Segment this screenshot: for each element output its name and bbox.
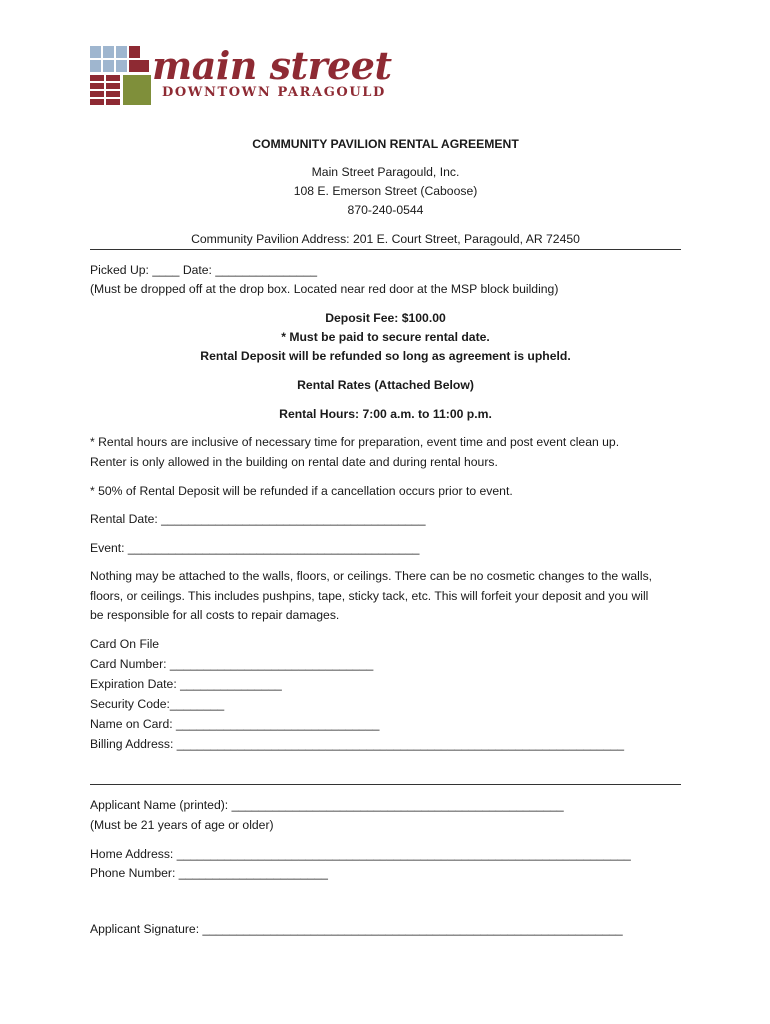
applicant-name-field[interactable]: Applicant Name (printed): _________________________________________________ <box>90 798 564 812</box>
pavilion-address: Community Pavilion Address: 201 E. Court Street, Paragould, AR 72450 <box>191 232 580 246</box>
logo-wordmark: main street <box>152 43 392 88</box>
org-name: Main Street Paragould, Inc. <box>311 165 460 179</box>
logo-square <box>129 46 140 58</box>
pickup-date-field[interactable]: Picked Up: ____ Date: _______________ <box>90 263 318 277</box>
age-requirement-note: (Must be 21 years of age or older) <box>90 818 274 832</box>
rental-hours: Rental Hours: 7:00 a.m. to 11:00 p.m. <box>279 407 492 421</box>
card-on-file-heading: Card On File <box>90 637 160 651</box>
security-code-field[interactable]: Security Code:________ <box>90 697 225 711</box>
applicant-signature-field[interactable]: Applicant Signature: ______________________________________________________________ <box>90 922 623 936</box>
rental-hours-terms-line: * Rental hours are inclusive of necessary time for preparation, event time and post event clean up. <box>90 435 620 449</box>
billing-address-field[interactable]: Billing Address: __________________________________________________________________ <box>90 737 625 751</box>
logo-brick <box>90 75 104 81</box>
logo-green-block <box>123 75 151 105</box>
cancellation-terms: * 50% of Rental Deposit will be refunded if a cancellation occurs prior to event. <box>90 484 513 498</box>
main-street-logo <box>90 44 410 108</box>
event-field[interactable]: Event: ___________________________________________ <box>90 541 420 555</box>
deposit-note-2: Rental Deposit will be refunded so long as agreement is upheld. <box>200 349 571 363</box>
dropoff-note: (Must be dropped off at the drop box. Located near red door at the MSP block building) <box>90 282 559 296</box>
attachment-rules <box>90 567 682 626</box>
name-on-card-field[interactable]: Name on Card: ______________________________ <box>90 717 380 731</box>
attachment-rules-line: floors, or ceilings. This includes pushpins, tape, sticky tack, etc. This will forfeit your deposit and you will <box>90 588 649 603</box>
rental-hours-terms-line: Renter is only allowed in the building on rental date and during rental hours. <box>90 454 498 469</box>
document-title: COMMUNITY PAVILION RENTAL AGREEMENT <box>252 137 519 151</box>
logo-square <box>103 60 114 72</box>
deposit-note-1: * Must be paid to secure rental date. <box>281 330 490 344</box>
logo-brick <box>90 83 104 89</box>
logo-square <box>90 46 101 58</box>
logo-square <box>116 46 127 58</box>
expiration-date-field[interactable]: Expiration Date: _______________ <box>90 677 282 691</box>
logo-brick <box>106 83 120 89</box>
logo-brick <box>106 99 120 105</box>
logo-brick <box>90 99 104 105</box>
rental-hours-terms <box>90 433 682 472</box>
org-phone: 870-240-0544 <box>347 203 424 217</box>
logo-brick <box>90 91 104 97</box>
home-address-field[interactable]: Home Address: ___________________________________________________________________ <box>90 847 631 861</box>
header-divider <box>90 249 681 250</box>
attachment-rules-line: be responsible for all costs to repair damages. <box>90 608 340 622</box>
attachment-rules-line: Nothing may be attached to the walls, floors, or ceilings. There can be no cosmetic changes to the walls, <box>90 569 653 583</box>
logo-square <box>116 60 127 72</box>
logo-square <box>129 60 149 72</box>
logo-brick <box>106 91 120 97</box>
rental-date-field[interactable]: Rental Date: _______________________________________ <box>90 512 426 526</box>
section-divider <box>90 784 681 785</box>
logo-square <box>90 60 101 72</box>
logo-square <box>103 46 114 58</box>
logo-subtitle: DOWNTOWN PARAGOULD <box>162 85 386 100</box>
org-street: 108 E. Emerson Street (Caboose) <box>293 184 478 198</box>
card-number-field[interactable]: Card Number: ______________________________ <box>90 657 374 671</box>
logo-brick <box>106 75 120 81</box>
rental-rates: Rental Rates (Attached Below) <box>297 378 474 392</box>
logo-block-grid-icon <box>90 44 152 106</box>
phone-number-field[interactable]: Phone Number: ______________________ <box>90 866 328 880</box>
deposit-fee: Deposit Fee: $100.00 <box>325 311 446 325</box>
